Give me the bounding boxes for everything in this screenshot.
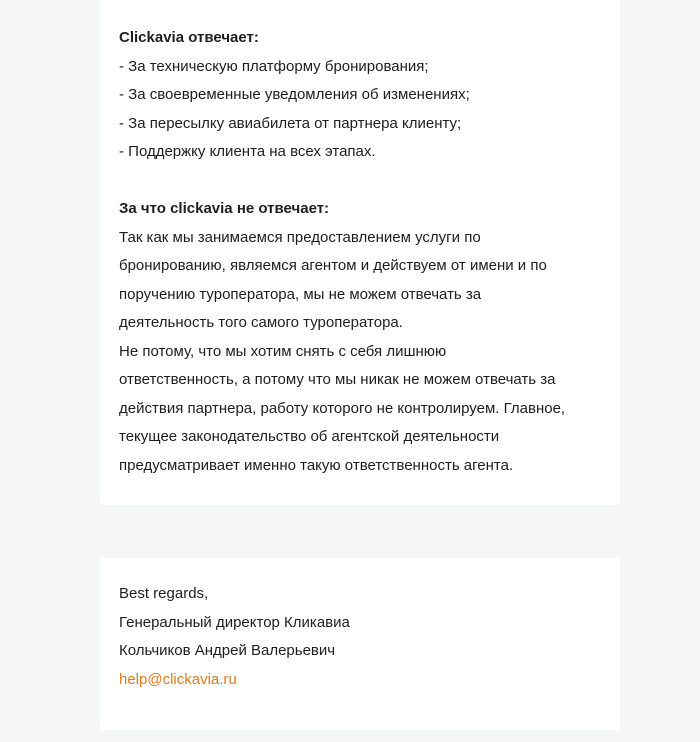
non-responsibilities-heading: За что clickavia не отвечает: bbox=[119, 200, 330, 217]
signature-greeting: Best regards, bbox=[119, 585, 209, 602]
email-body-card bbox=[100, 0, 620, 505]
support-email-link[interactable]: help@clickavia.ru bbox=[119, 670, 237, 688]
paragraph-line: бронированию, являемся агентом и действуем от имени и по bbox=[119, 257, 547, 274]
responsibilities-list bbox=[119, 53, 608, 167]
paragraph-line: ответственность, а потому что мы никак не можем отвечать за bbox=[119, 371, 556, 388]
paragraph-line: предусматривает именно такую ответственность агента. bbox=[119, 456, 514, 474]
signature-card bbox=[100, 558, 620, 730]
list-item: - За техническую платформу бронирования; bbox=[119, 57, 429, 75]
list-item: - За пересылку авиабилета от партнера клиенту; bbox=[119, 114, 462, 132]
paragraph-line: Так как мы занимаемся предоставлением услуги по bbox=[119, 228, 481, 246]
signature-name: Кольчиков Андрей Валерьевич bbox=[119, 642, 336, 659]
non-responsibilities-paragraph bbox=[119, 224, 608, 481]
signature-position: Генеральный директор Кликавиа bbox=[119, 613, 350, 631]
paragraph-line: деятельность того самого туроператора. bbox=[119, 314, 403, 331]
paragraph-line: Не потому, что мы хотим снять с себя лишнюю bbox=[119, 342, 447, 360]
paragraph-line: поручению туроператора, мы не можем отвечать за bbox=[119, 285, 482, 303]
paragraph-line: текущее законодательство об агентской деятельности bbox=[119, 428, 500, 445]
list-item: - За своевременные уведомления об изменениях; bbox=[119, 86, 470, 103]
spacer bbox=[119, 167, 608, 196]
paragraph-line: действия партнера, работу которого не контролируем. Главное, bbox=[119, 399, 566, 417]
responsibilities-heading: Clickavia отвечает: bbox=[119, 29, 259, 46]
list-item: - Поддержку клиента на всех этапах. bbox=[119, 143, 376, 160]
